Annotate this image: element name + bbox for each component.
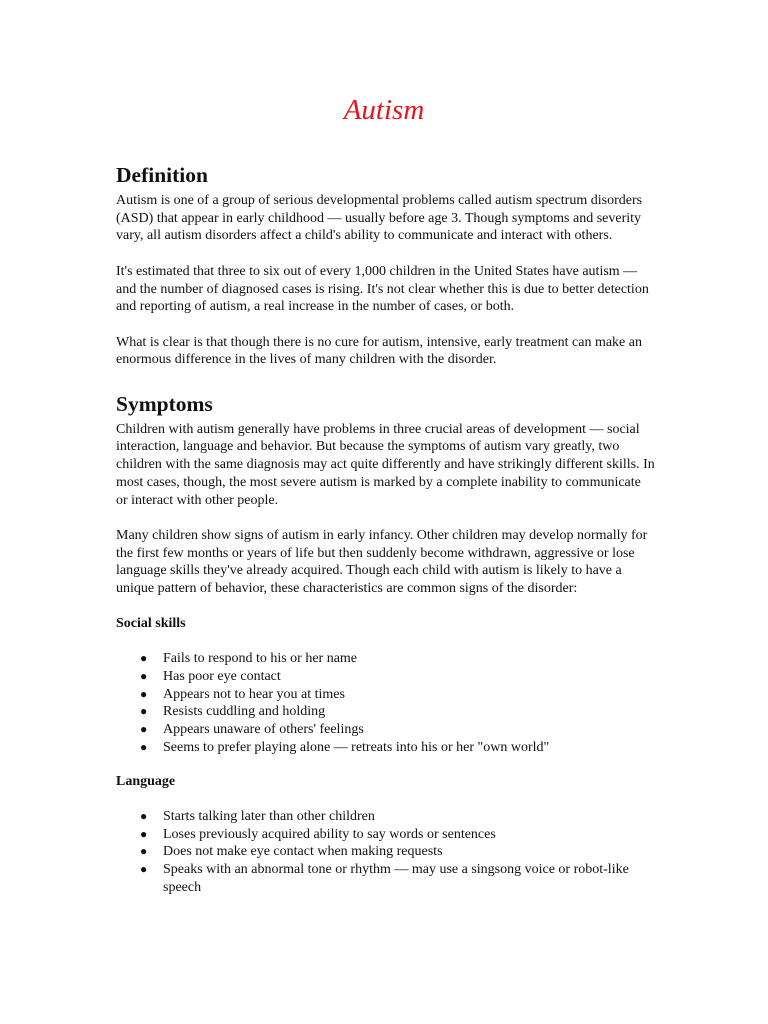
list-item — [116, 650, 656, 668]
bullet-icon: ● — [140, 651, 148, 666]
list-item — [116, 721, 656, 739]
symptoms-paragraph: Children with autism generally have problems in three crucial areas of development — social interaction, language and behavior. But because the symptoms of autism vary greatly, two children with the same diagnosis may act quite differently and have strikingly different skills. In most cases, though, the most severe autism is marked by a complete inability to communicate or interact with other people. — [116, 421, 655, 508]
list-item — [116, 808, 656, 826]
list-item-text: Does not make eye contact when making requests — [163, 844, 443, 860]
document-body — [116, 158, 656, 914]
bullet-icon: ● — [140, 862, 148, 877]
bullet-icon: ● — [140, 721, 148, 736]
list-item-text: Starts talking later than other children — [163, 809, 375, 825]
language-heading: Language — [116, 774, 176, 790]
definition-heading: Definition — [116, 163, 208, 187]
bullet-icon: ● — [140, 704, 148, 719]
list-item-text: Appears unaware of others' feelings — [163, 721, 364, 737]
list-item — [116, 668, 656, 686]
social-skills-list — [116, 650, 656, 756]
bullet-icon: ● — [140, 809, 148, 824]
definition-paragraph: Autism is one of a group of serious developmental problems called autism spectrum disorders (ASD) that appear in early childhood — usually before age 3. Though symptoms and severity vary, all autism disorders affect a child's ability to communicate and interact with others. — [116, 193, 643, 244]
list-item — [116, 739, 656, 757]
language-list — [116, 808, 656, 897]
bullet-icon: ● — [140, 739, 148, 754]
list-item — [116, 703, 656, 721]
definition-paragraph: What is clear is that though there is no cure for autism, intensive, early treatment can make an enormous difference in the lives of many children with the disorder. — [116, 334, 642, 368]
list-item-text: Resists cuddling and holding — [163, 704, 326, 720]
list-item — [116, 843, 656, 861]
bullet-icon: ● — [140, 844, 148, 859]
list-item — [116, 686, 656, 704]
page-title: Autism — [343, 94, 425, 126]
social-skills-heading: Social skills — [116, 616, 186, 632]
list-item-text: Loses previously acquired ability to say words or sentences — [163, 826, 496, 842]
list-item-text: Speaks with an abnormal tone or rhythm — may use a singsong voice or robot-like speech — [163, 862, 629, 895]
list-item-text: Appears not to hear you at times — [163, 686, 345, 702]
list-item — [116, 861, 656, 896]
list-item-text: Fails to respond to his or her name — [163, 651, 358, 667]
list-item-text: Seems to prefer playing alone — retreats into his or her "own world" — [163, 739, 550, 755]
definition-paragraph: It's estimated that three to six out of every 1,000 children in the United States have autism — and the number of diagnosed cases is rising. It's not clear whether this is due to better detection and reporting of autism, a real increase in the number of cases, or both. — [116, 263, 649, 315]
list-item — [116, 826, 656, 844]
bullet-icon: ● — [140, 826, 148, 841]
symptoms-paragraph: Many children show signs of autism in early infancy. Other children may develop normally for the first few months or years of life but then suddenly become withdrawn, aggressive or lose language skills they've already acquired. Though each child with autism is likely to have a unique pattern of behavior, these characteristics are common signs of the disorder: — [116, 527, 648, 596]
symptoms-heading: Symptoms — [116, 391, 213, 416]
bullet-icon: ● — [140, 686, 148, 701]
list-item-text: Has poor eye contact — [163, 668, 281, 684]
bullet-icon: ● — [140, 668, 148, 683]
